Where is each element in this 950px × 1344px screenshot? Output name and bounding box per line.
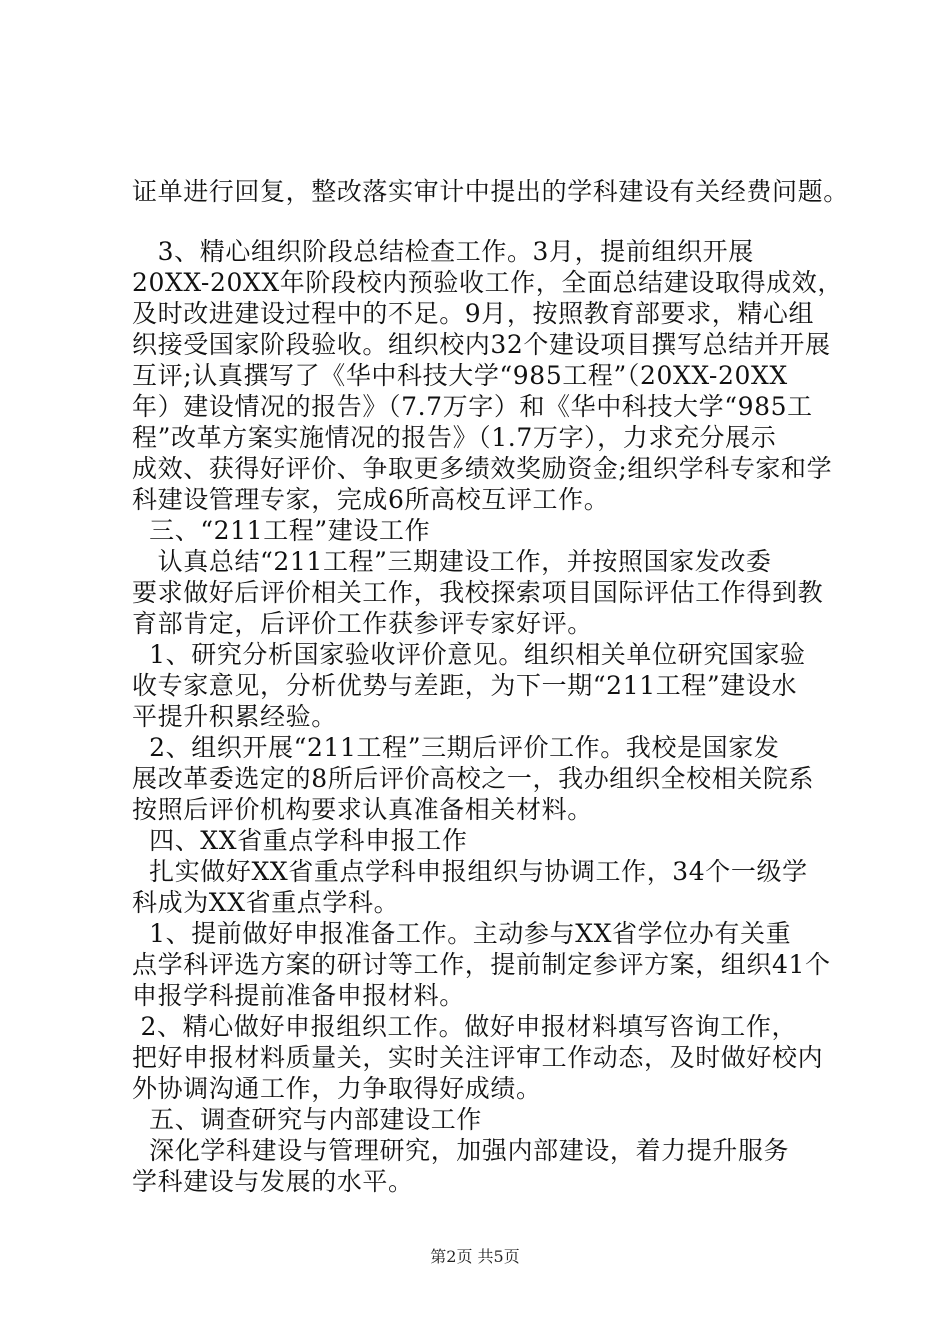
text-line: 认真总结“211工程”三期建设工作，并按照国家发改委 bbox=[132, 547, 772, 576]
section-heading: 五、调查研究与内部建设工作 bbox=[132, 1105, 482, 1134]
text-line: 按照后评价机构要求认真准备相关材料。 bbox=[132, 795, 593, 824]
text-line: 学科建设与发展的水平。 bbox=[132, 1167, 414, 1196]
text-line: 年）建设情况的报告》（7.7万字）和《华中科技大学“985工 bbox=[132, 392, 813, 421]
text-line: 科成为XX省重点学科。 bbox=[132, 888, 400, 917]
text-line: 1、提前做好申报准备工作。主动参与XX省学位办有关重 bbox=[132, 919, 792, 948]
text-line: 1、研究分析国家验收评价意见。组织相关单位研究国家验 bbox=[132, 640, 806, 669]
text-line: 收专家意见，分析优势与差距，为下一期“211工程”建设水 bbox=[132, 671, 798, 700]
text-line: 深化学科建设与管理研究，加强内部建设，着力提升服务 bbox=[132, 1136, 790, 1165]
text-line: 育部肯定，后评价工作获参评专家好评。 bbox=[132, 609, 593, 638]
page-number: 第2页 共5页 bbox=[430, 1247, 520, 1266]
text-line: 申报学科提前准备申报材料。 bbox=[132, 981, 465, 1010]
text-line: 外协调沟通工作，力争取得好成绩。 bbox=[132, 1074, 542, 1103]
text-line: 20XX-20XX年阶段校内预验收工作，全面总结建设取得成效， bbox=[132, 268, 843, 297]
text-line: 及时改进建设过程中的不足。9月，按照教育部要求，精心组 bbox=[132, 299, 815, 328]
text-line: 证单进行回复，整改落实审计中提出的学科建设有关经费问题。 bbox=[132, 177, 849, 206]
text-line: 互评;认真撰写了《华中科技大学“985工程”（20XX-20XX bbox=[132, 361, 788, 390]
text-line: 点学科评选方案的研讨等工作，提前制定参评方案，组织41个 bbox=[132, 950, 831, 979]
text-line: 要求做好后评价相关工作，我校探索项目国际评估工作得到教 bbox=[132, 578, 824, 607]
text-line: 平提升积累经验。 bbox=[132, 702, 337, 731]
text-line: 扎实做好XX省重点学科申报组织与协调工作，34个一级学 bbox=[132, 857, 808, 886]
text-line: 把好申报材料质量关，实时关注评审工作动态，及时做好校内 bbox=[132, 1043, 824, 1072]
text-line: 展改革委选定的8所后评价高校之一，我办组织全校相关院系 bbox=[132, 764, 815, 793]
text-line: 织接受国家阶段验收。组织校内32个建设项目撰写总结并开展 bbox=[132, 330, 831, 359]
text-line: 3、精心组织阶段总结检查工作。3月，提前组织开展 bbox=[132, 237, 754, 266]
text-line: 程”改革方案实施情况的报告》（1.7万字），力求充分展示 bbox=[132, 423, 777, 452]
section-heading: 四、XX省重点学科申报工作 bbox=[132, 826, 468, 855]
text-line: 2、精心做好申报组织工作。做好申报材料填写咨询工作， bbox=[132, 1012, 798, 1041]
section-heading: 三、“211工程”建设工作 bbox=[132, 516, 431, 545]
text-line: 成效、获得好评价、争取更多绩效奖励资金;组织学科专家和学 bbox=[132, 454, 833, 483]
text-line: 2、组织开展“211工程”三期后评价工作。我校是国家发 bbox=[132, 733, 780, 762]
text-line: 科建设管理专家，完成6所高校互评工作。 bbox=[132, 485, 610, 514]
